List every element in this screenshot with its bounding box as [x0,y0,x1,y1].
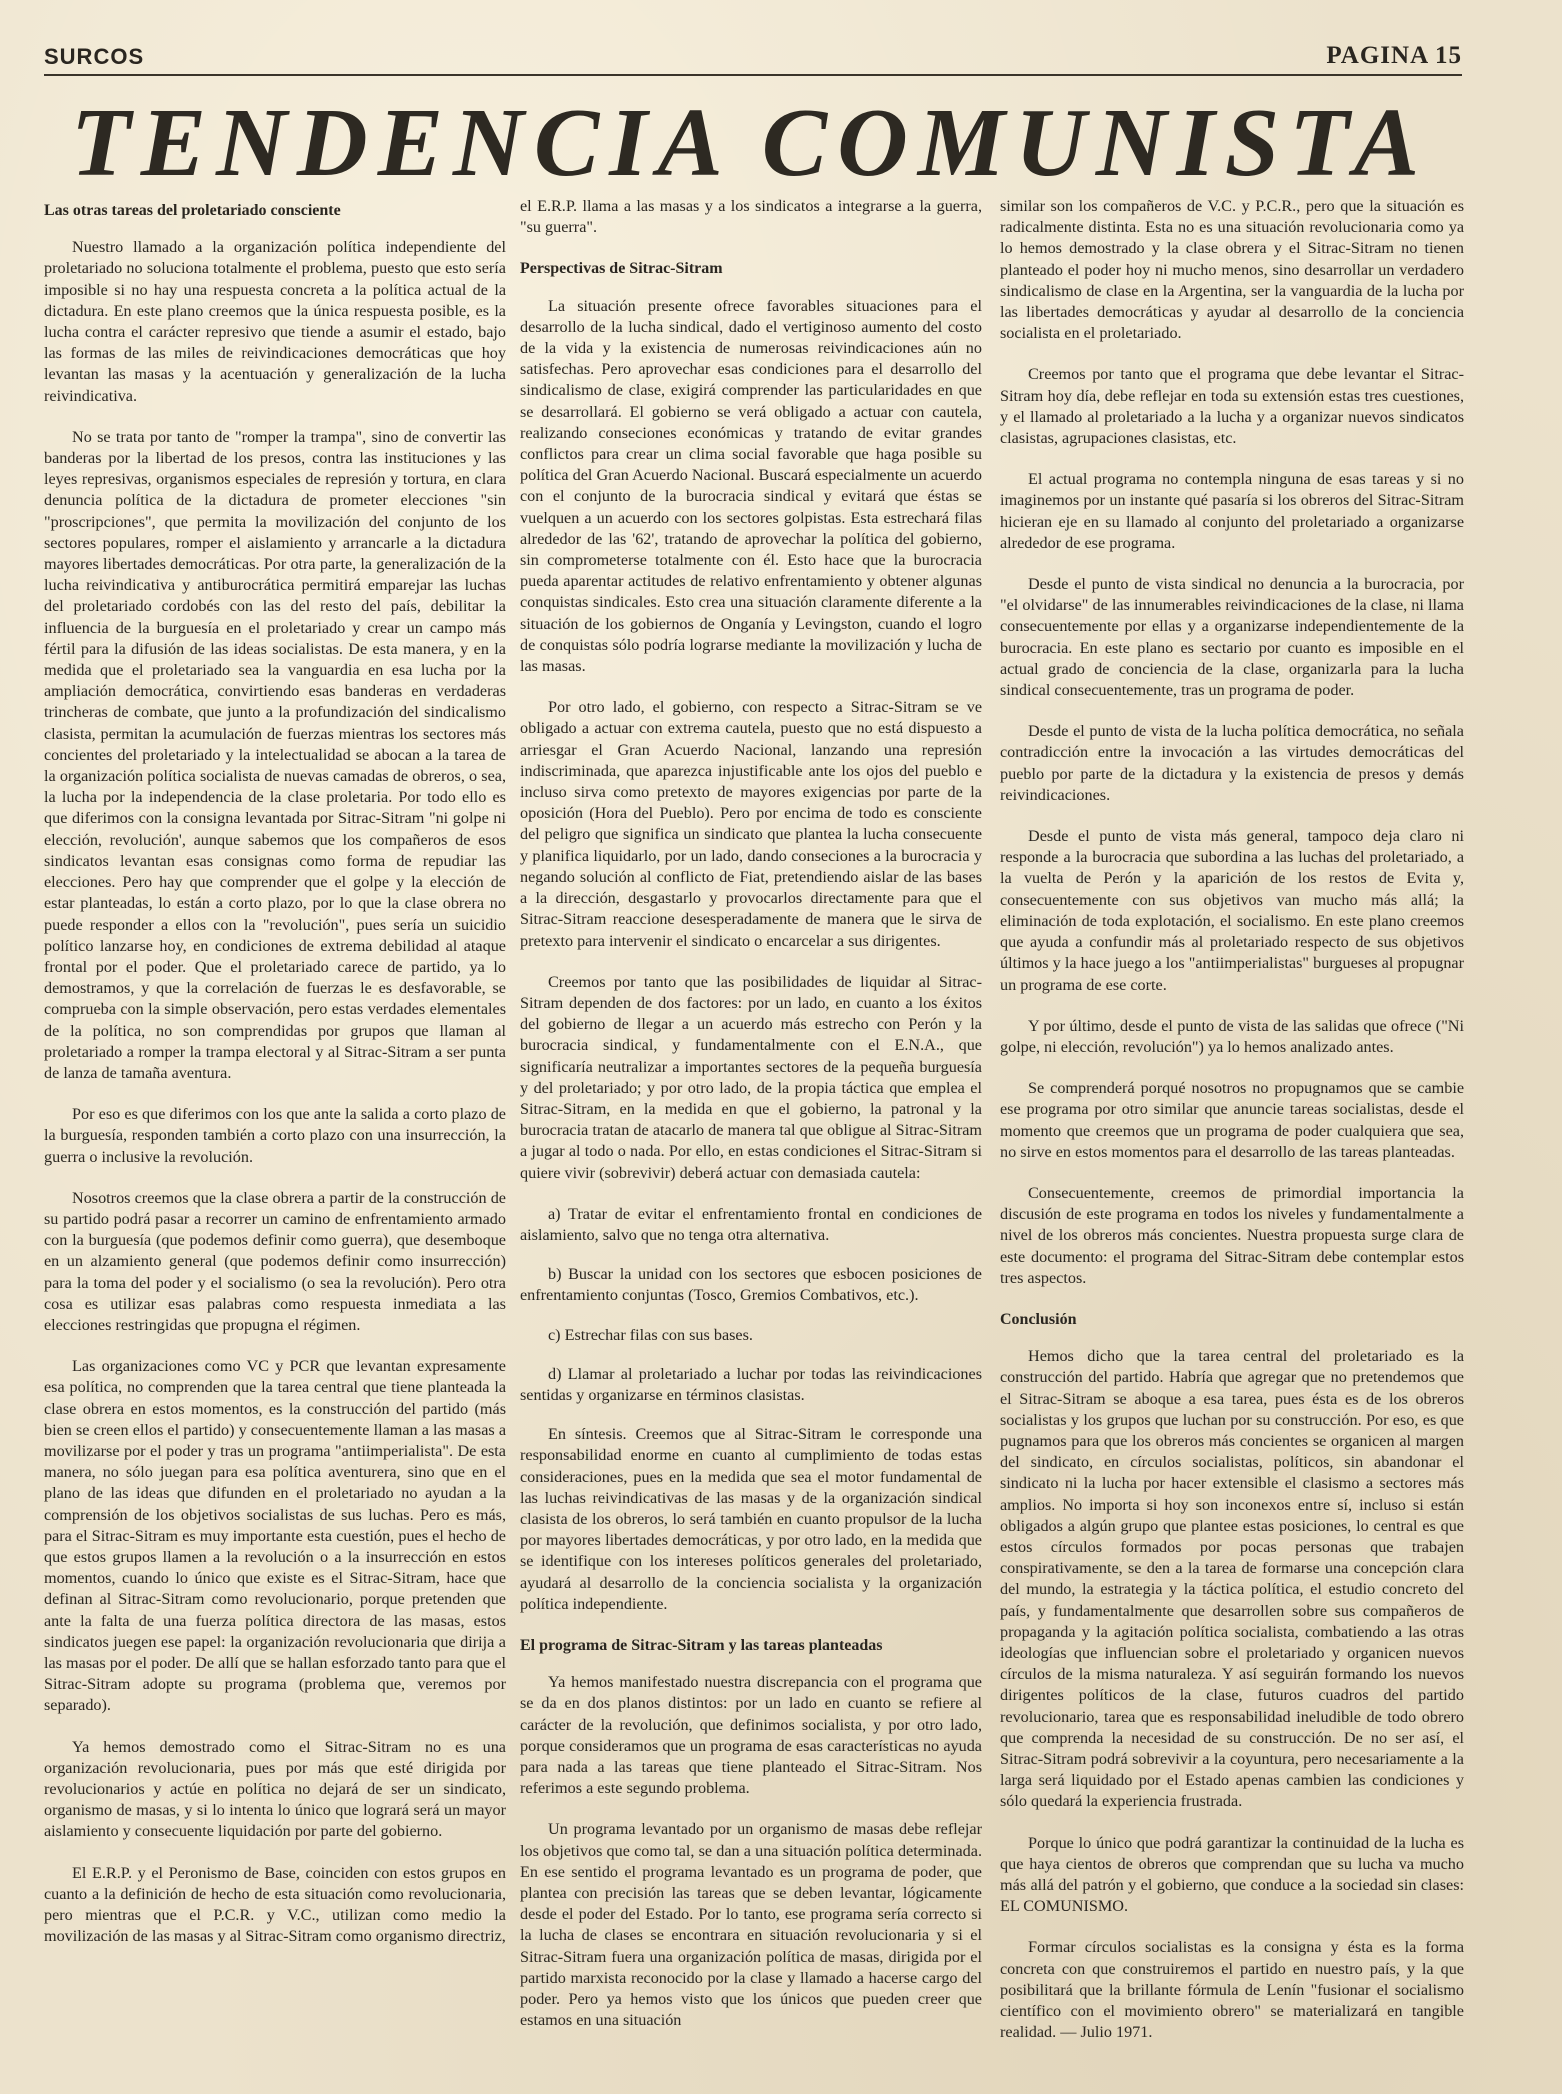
paragraph: Ya hemos demostrado como el Sitrac-Sitram no es una organización revolucionaria, pues por más que esté dirigida por revolucionarios y actúe en política no dejará de ser un sindicato, organismo de masas, y si lo intenta lo único que logrará será un mayor aislamiento y consecuente liquidación por parte del gobierno. [44,1737,506,1841]
paragraph: No se trata por tanto de "romper la trampa", sino de convertir las banderas por la libertad de los presos, contra las instituciones y las leyes represivas, organismos especiales de represión y tortura, en clara denuncia política de la dictadura de prometer elecciones "sin "proscripciones", que permita la movilización del conjunto de los sectores populares, romper el aislamiento y arrancarle a la dictadura mayores libertades democráticas. Por otra parte, la generalización de la lucha reivindicativa y antiburocrática permitirá emparejar las luchas del proletariado cordobés con las del resto del país, debilitar la influencia de la burguesía en el proletariado y crear un campo más fértil para la difusión de las ideas socialistas. De esta manera, y en la medida que el proletariado sea la vanguardia en esa lucha por la ampliación democrática, convirtiendo esas banderas en verdaderas trincheras de combate, que junto a la profundización del sindicalismo clasista, permitan la acumulación de fuerzas mientras los sectores más concientes del proletariado y la intelectualidad se abocan a la tarea de la organización política socialista de nuevas camadas de obreros, o sea, la lucha por la independencia de la clase proletaria. Por todo ello es que diferimos con la consigna levantada por Sitrac-Sitram "ni golpe ni elección, revolución', aunque sabemos que los compañeros de esos sindicatos levantan esas consignas como forma de repudiar las elecciones. Pero hay que comprender que el golpe y la elección de estar planteadas, lo están a corto plazo, por lo que la clase obrera no puede responder a ellos con la "revolución", pues sería un suicidio político lanzarse hoy, en condiciones de extrema debilidad al ataque frontal por el poder. Que el proletariado carece de partido, ya lo demostramos, y que la correlación de fuerzas le es desfavorable, se comprueba con la simple observación, pero estas verdades elementales de la política, no son comprendidas por grupos que llaman al proletariado a romper la trampa electoral y al Sitrac-Sitram a ser punta de lanza de tamaña aventura. [44,427,506,1082]
masthead [44,40,1462,76]
paragraph: Desde el punto de vista sindical no denuncia a la burocracia, por "el olvidarse" de las innumerables reivindicaciones de la clase, ni llama consecuentemente por ellas y a organizarse independientemente de la burocracia. En este plano es sectario por cuanto es imposible en el actual grado de conciencia de la clase, organizarla para la lucha sindical consecuentemente, tras un programa de poder. [1000,575,1464,700]
paragraph: Porque lo único que podrá garantizar la continuidad de la lucha es que haya cientos de obreros que comprendan que su lucha va mucho más allá del patrón y el gobierno, que conduce a la sociedad sin clases: EL COMUNISMO. [1000,1833,1464,1916]
paragraph: el E.R.P. llama a las masas y a los sindicatos a integrarse a la guerra, "su guerra". [520,197,982,237]
paragraph: Un programa levantado por un organismo de masas debe reflejar los objetivos que como tal, se dan a una situación política determinada. En ese sentido el programa levantado es un programa de poder, que plantea con precisión las tareas que se deben levantar, lógicamente desde el poder del Estado. Por lo tanto, ese programa sería correcto si la lucha de clases se encontrara en situación revolucionaria y si el Sitrac-Sitram fuera una organización política de masas, dirigida por el partido marxista reconocido por la clase y llamado a hacerse cargo del poder. Pero ya hemos visto que los únicos que pueden creer que estamos en una situación [520,1820,982,2030]
headline: TENDENCIA COMUNISTA [70,89,1430,197]
list-item: d) Llamar al proletariado a luchar por todas las reivindicaciones sentidas y organizarse en términos clasistas. [520,1364,982,1404]
section-heading: El programa de Sitrac-Sitram y las tareas planteadas [520,1636,883,1654]
section-heading: Conclusión [1000,1310,1077,1328]
paragraph: Las organizaciones como VC y PCR que levantan expresamente esa política, no comprenden que la tarea central que tiene planteada la clase obrera en estos momentos, es la construcción del partido (más bien se creen ellos el partido) y consecuentemente llaman a las masas a movilizarse por el poder y tras un programa "antiimperialista". De esta manera, no sólo juegan para esa política aventurera, sino que en el plano de las ideas que difunden en el proletariado no ayudan a la comprensión de los objetivos socialistas de sus luchas. Pero es más, para el Sitrac-Sitram es muy importante esta cuestión, pues el hecho de que estos grupos llamen a la revolución o a la insurrección en estos momentos, cuando lo único que existe es el Sitrac-Sitram, hace que definan al Sitrac-Sitram como revolucionario, porque pretenden que ante la falta de una fuerza política directora de las masas, estos sindicatos juegen ese papel: la organización revolucionaria que dirija a las masas por el poder. De allí que se hallan esforzado tanto para que el Sitrac-Sitram adopte su programa (problema que, veremos por separado). [44,1357,506,1715]
column-3 [1000,196,1464,2042]
paragraph: La situación presente ofrece favorables situaciones para el desarrollo de la lucha sindical, dado el vertiginoso aumento del costo de la vida y la existencia de numerosas reivindicaciones aún no satisfechas. Pero aprovechar esas condiciones para el desarrollo del sindicalismo de clase, exigirá comprender las particularidades en que se desarrollará. El gobierno se verá obligado a actuar con cautela, realizando conseciones económicas y tratando de evitar grandes conflictos para crear un clima social favorable que haga posible su política del Gran Acuerdo Nacional. Buscará especialmente un acuerdo con el conjunto de la burocracia sindical y evitará que éstas se vuelquen a un acuerdo con los sectores golpistas. Esta estrechará filas alrededor de las '62', tratando de aprovechar la política del gobierno, sin comprometerse totalmente con él. Esto hace que la burocracia pueda aparentar actitudes de relativo enfrentamiento y obtener algunas conquistas sindicales. Esto crea una situación claramente diferente a la situación de los gobiernos de Onganía y Levingston, cuando el logro de conquistas sólo podría lograrse mediante la movilización y lucha de las masas. [520,296,982,676]
column-2 [520,196,982,2030]
paragraph: Nuestro llamado a la organización política independiente del proletariado no soluciona totalmente el problema, puesto que esto sería imposible si no hay una respuesta concreta a la política actual de la dictadura. En este plano creemos que la única respuesta posible, es la lucha contra el carácter represivo que tiende a asumir el estado, bajo las formas de las miles de reivindicaciones democráticas que hoy levantan las masas y la acentuación y generalización de la lucha reivindicativa. [44,238,506,405]
paragraph: Hemos dicho que la tarea central del proletariado es la construcción del partido. Habría que agregar que no pretendemos que el Sitrac-Sitram se aboque a esa tarea, pues ésta es de los obreros socialistas y los grupos que luchan por su construcción. Por eso, es que pugnamos para que los obreros más concientes se organicen al margen del sindicato, en círculos socialistas, políticos, sin abandonar el sindicato ni la lucha por hacer extensible el clasismo a sectores más amplios. No importa si hoy son inconexos entre sí, incluso si están obligados a algún grupo que plantee estas posiciones, lo central es que estos círculos formados por pocas personas que trabajen conspirativamente, se den a la tarea de formarse una concepción clara del mundo, la estrategia y la táctica política, el estudio concreto del país, y fundamentalmente que desarrollen sobre sus compañeros de propaganda y la agitación política socialista, combatiendo a las otras ideologías que influencian sobre el proletariado y organicen nuevos círculos de la misma naturaleza. Y así seguirán formando los nuevos dirigentes políticos de la clase, futuros cuadros del partido revolucionario, tarea que es responsabilidad ineludible de todo obrero que comprenda la necesidad de su construcción. De no ser así, el Sitrac-Sitram podrá sobrevivir a la coyuntura, pero necesariamente a la larga será liquidado por el Estado apenas cambien las condiciones y sólo quedará la experiencia frustrada. [1000,1347,1464,1811]
list-item: a) Tratar de evitar el enfrentamiento frontal en condiciones de aislamiento, salvo que no tenga otra alternativa. [520,1204,982,1244]
page-number: PAGINA 15 [1326,42,1462,69]
column-1 [44,196,506,1966]
paragraph: Creemos por tanto que el programa que debe levantar el Sitrac-Sitram hoy día, debe reflejar en toda su extensión estas tres cuestiones, y el llamado al proletariado a la lucha y a organizar nuevos sindicatos clasistas, agrupaciones clasistas, etc. [1000,365,1464,448]
publication-name: SURCOS [44,44,145,69]
list-item: c) Estrechar filas con sus bases. [548,1325,753,1344]
paragraph: Desde el punto de vista más general, tampoco deja claro ni responde a la burocracia que subordina a las luchas del proletariado, a la vuelta de Perón y la aparición de los restos de Evita y, consecuentemente con sus objetivos van mucho más allá; la eliminación de toda explotación, el socialismo. En este plano creemos que ayuda a confundir más al proletariado respecto de sus objetivos últimos y la hace juego a los "antiimperialistas" burgueses al propugnar un programa de ese corte. [1000,827,1464,994]
paragraph: Por otro lado, el gobierno, con respecto a Sitrac-Sitram se ve obligado a actuar con extrema cautela, puesto que no está dispuesto a arriesgar el Gran Acuerdo Nacional, lanzando una represión indiscriminada, que aparezca injustificable ante los ojos del pueblo e incluso sirva como pretexto de mayores exigencias por parte de la oposición (Hora del Pueblo). Pero por encima de todo es consciente del peligro que significa un sindicato que plantea la lucha consecuente y planifica liquidarlo, por un lado, dando conseciones a la burocracia y negando solución al conflicto de Fiat, pretendiendo aislar de las bases a la dirección, desgastarlo y provocarlos directamente para que el Sitrac-Sitram reaccione desesperadamente de manera que le sirva de pretexto para intervenir el sindicato o encarcelar a sus dirigentes. [520,698,982,950]
closing-paragraph: Formar círculos socialistas es la consigna y ésta es la forma concreta con que construiremos el partido en nuestro país, y la que posibilitará que la brillante fórmula de Lenín "fusionar el socialismo científico con el movimiento obrero" se materializará en tangible realidad. — Julio 1971. [1000,1938,1464,2042]
section-heading: Perspectivas de Sitrac-Sitram [520,260,723,278]
paragraph: Creemos por tanto que las posibilidades de liquidar al Sitrac-Sitram dependen de dos factores: por un lado, en cuanto a los éxitos del gobierno de llegar a un acuerdo más estrecho con Perón y la burocracia sindical, y fundamentalmente con el E.N.A., que significaría neutralizar a importantes sectores de la pequeña burguesía y del proletariado; y por otro lado, de la propia táctica que emplea el Sitrac-Sitram, en la medida en que el gobierno, la patronal y la burocracia tratan de atacarlo de manera tal que obligue al Sitrac-Sitram a jugar al todo o nada. Por ello, en estas condiciones el Sitrac-Sitram si quiere vivir (sobrevivir) deberá actuar con demasiada cautela: [520,972,982,1182]
paragraph: similar son los compañeros de V.C. y P.C.R., pero que la situación es radicalmente distinta. Esta no es una situación revolucionaria como ya lo hemos demostrado y la clase obrera y el Sitrac-Sitram no tienen planteado el poder hoy ni mucho menos, sino desarrollar un verdadero sindicalismo de clase en la Argentina, ser la vanguardia de la lucha por las libertades democráticas y ayudar al desarrollo de la conciencia socialista en el proletariado. [1000,197,1464,343]
paragraph: Nosotros creemos que la clase obrera a partir de la construcción de su partido podrá pasar a recorrer un camino de enfrentamiento armado con la burguesía (que podemos definir como guerra), que desemboque en un alzamiento general (que podemos definir como insurrección) para la toma del poder y el socialismo (o sea la revolución). Pero otra cosa es utilizar esas palabras como respuesta inmediata a las elecciones restringidas que propugna el régimen. [44,1188,506,1334]
paragraph: Y por último, desde el punto de vista de las salidas que ofrece ("Ni golpe, ni elección, revolución") ya lo hemos analizado antes. [1000,1016,1464,1056]
section-heading: Las otras tareas del proletariado consciente [44,202,341,219]
paragraph: En síntesis. Creemos que al Sitrac-Sitram le corresponde una responsabilidad enorme en cuanto al cumplimiento de todas estas consideraciones, pues en la medida que sea el motor fundamental de las luchas reivindicativas de las masas y de la organización sindical clasista de los obreros, lo será también en cuanto propulsor de la lucha por mayores libertades democráticas, y por otro lado, en la medida que se identifique con los intereses políticos generales del proletariado, ayudará al desarrollo de la conciencia socialista y la organización política independiente. [520,1425,982,1613]
paragraph: Se comprenderá porqué nosotros no propugnamos que se cambie ese programa por otro similar que anuncie tareas socialistas, desde el momento que creemos que un programa de poder cualquiera que sea, no sirve en estos momentos para el desarrollo de las tareas planteadas. [1000,1079,1464,1161]
paragraph: El actual programa no contempla ninguna de esas tareas y si no imaginemos por un instante qué pasaría si los obreros del Sitrac-Sitram hicieran eje en su llamado al conjunto del proletariado a organizarse alrededor de ese programa. [1000,470,1464,552]
list-item: b) Buscar la unidad con los sectores que esbocen posiciones de enfrentamiento conjuntas (Tosco, Gremios Combativos, etc.). [520,1265,982,1305]
paragraph: Por eso es que diferimos con los que ante la salida a corto plazo de la burguesía, responden también a corto plazo con una insurrección, la guerra o inclusive la revolución. [44,1105,506,1166]
paragraph: Ya hemos manifestado nuestra discrepancia con el programa que se da en dos planos distintos: por un lado en cuanto se refiere al carácter de la revolución, que definimos socialista, y por otro lado, porque consideramos que un programa de esas características no ayuda para nada a las tareas que tiene planteado el Sitrac-Sitram. Nos referimos a este segundo problema. [520,1673,982,1798]
paragraph: Consecuentemente, creemos de primordial importancia la discusión de este programa en todos los niveles y fundamentalmente a nivel de los obreros más concientes. Nuestra propuesta surge clara de este documento: el programa del Sitrac-Sitram debe contemplar estos tres aspectos. [1000,1183,1464,1287]
paragraph: El E.R.P. y el Peronismo de Base, coinciden con estos grupos en cuanto a la definición de hecho de esta situación como revolucionaria, pero mientras que el P.C.R. y V.C., utilizan como medio la movilización de las masas y al Sitrac-Sitram como organismo directriz, [44,1863,506,1946]
paragraph: Desde el punto de vista de la lucha política democrática, no señala contradicción entre la invocación a las virtudes democráticas del pueblo por parte de la dictadura y la existencia de presos y demás reivindicaciones. [1000,722,1464,804]
